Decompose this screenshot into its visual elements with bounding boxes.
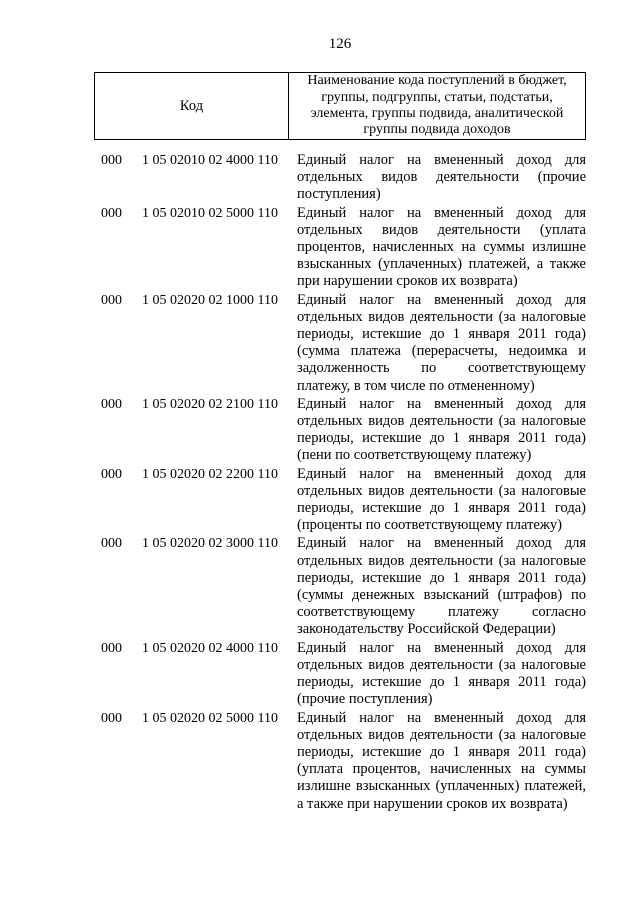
budget-code: 1 05 02020 02 2200 110 [142,466,278,482]
header-code-label: Код [95,73,289,139]
code-description: Единый налог на вмененный доход для отдельных видов деятельности (за налоговые периоды, истекшие до 1 января 2011 года) (сумма платежа (перерасчеты, недоимка и задолженность по соответствующему платежу, в том числе по отмененному) [297,291,586,394]
table-row [0,640,640,709]
admin-code: 000 [101,536,122,552]
table-row [0,152,640,204]
header-name-label: Наименование кода поступлений в бюджет, группы, подгруппы, статьи, подстатьи, элемента, группы подвида, аналитической группы подвида доходов [307,73,567,138]
table-row [0,535,640,638]
admin-code: 000 [101,710,122,726]
code-description: Единый налог на вмененный доход для отдельных видов деятельности (за налоговые периоды, истекшие до 1 января 2011 года) (суммы денежных взысканий (штрафов) по соответствующему платежу согласно законодательству Российской Федерации) [297,535,586,638]
code-description: Единый налог на вмененный доход для отдельных видов деятельности (за налоговые периоды, истекшие до 1 января 2011 года) (пени по соответствующему платежу) [297,395,586,464]
table-row [0,292,640,395]
page-number: 126 [328,36,352,52]
code-description: Единый налог на вмененный доход для отдельных видов деятельности (за налоговые периоды, истекшие до 1 января 2011 года) (уплата процентов, начисленных на суммы излишне взысканных (уплаченных) платежей, а также при нарушении сроков их возврата) [297,709,586,812]
budget-code: 1 05 02020 02 5000 110 [142,710,278,726]
code-description: Единый налог на вмененный доход для отдельных видов деятельности (за налоговые периоды, истекшие до 1 января 2011 года) (проценты по соответствующему платежу) [297,465,586,534]
admin-code: 000 [101,292,122,308]
budget-code: 1 05 02020 02 2100 110 [142,396,278,412]
table-row [0,466,640,535]
admin-code: 000 [101,205,122,221]
admin-code: 000 [101,396,122,412]
code-description: Единый налог на вмененный доход для отдельных видов деятельности (прочие поступления) [297,152,586,203]
admin-code: 000 [101,466,122,482]
table-row [0,396,640,465]
table-header [94,72,586,140]
budget-code: 1 05 02020 02 4000 110 [142,640,278,656]
table-row [0,710,640,813]
budget-code: 1 05 02020 02 1000 110 [142,292,278,308]
code-description: Единый налог на вмененный доход для отдельных видов деятельности (за налоговые периоды, истекшие до 1 января 2011 года) (прочие поступления) [297,639,586,708]
budget-code: 1 05 02010 02 4000 110 [142,153,278,168]
revenue-code-list [0,152,640,813]
budget-code: 1 05 02020 02 3000 110 [142,536,278,552]
code-description: Единый налог на вмененный доход для отдельных видов деятельности (уплата процентов, начисленных на суммы излишне взысканных (уплаченных) платежей, а также при нарушении сроков их возврата) [297,204,586,290]
table-row [0,205,640,291]
budget-code: 1 05 02010 02 5000 110 [142,205,278,221]
admin-code: 000 [101,153,122,168]
admin-code: 000 [101,640,122,656]
